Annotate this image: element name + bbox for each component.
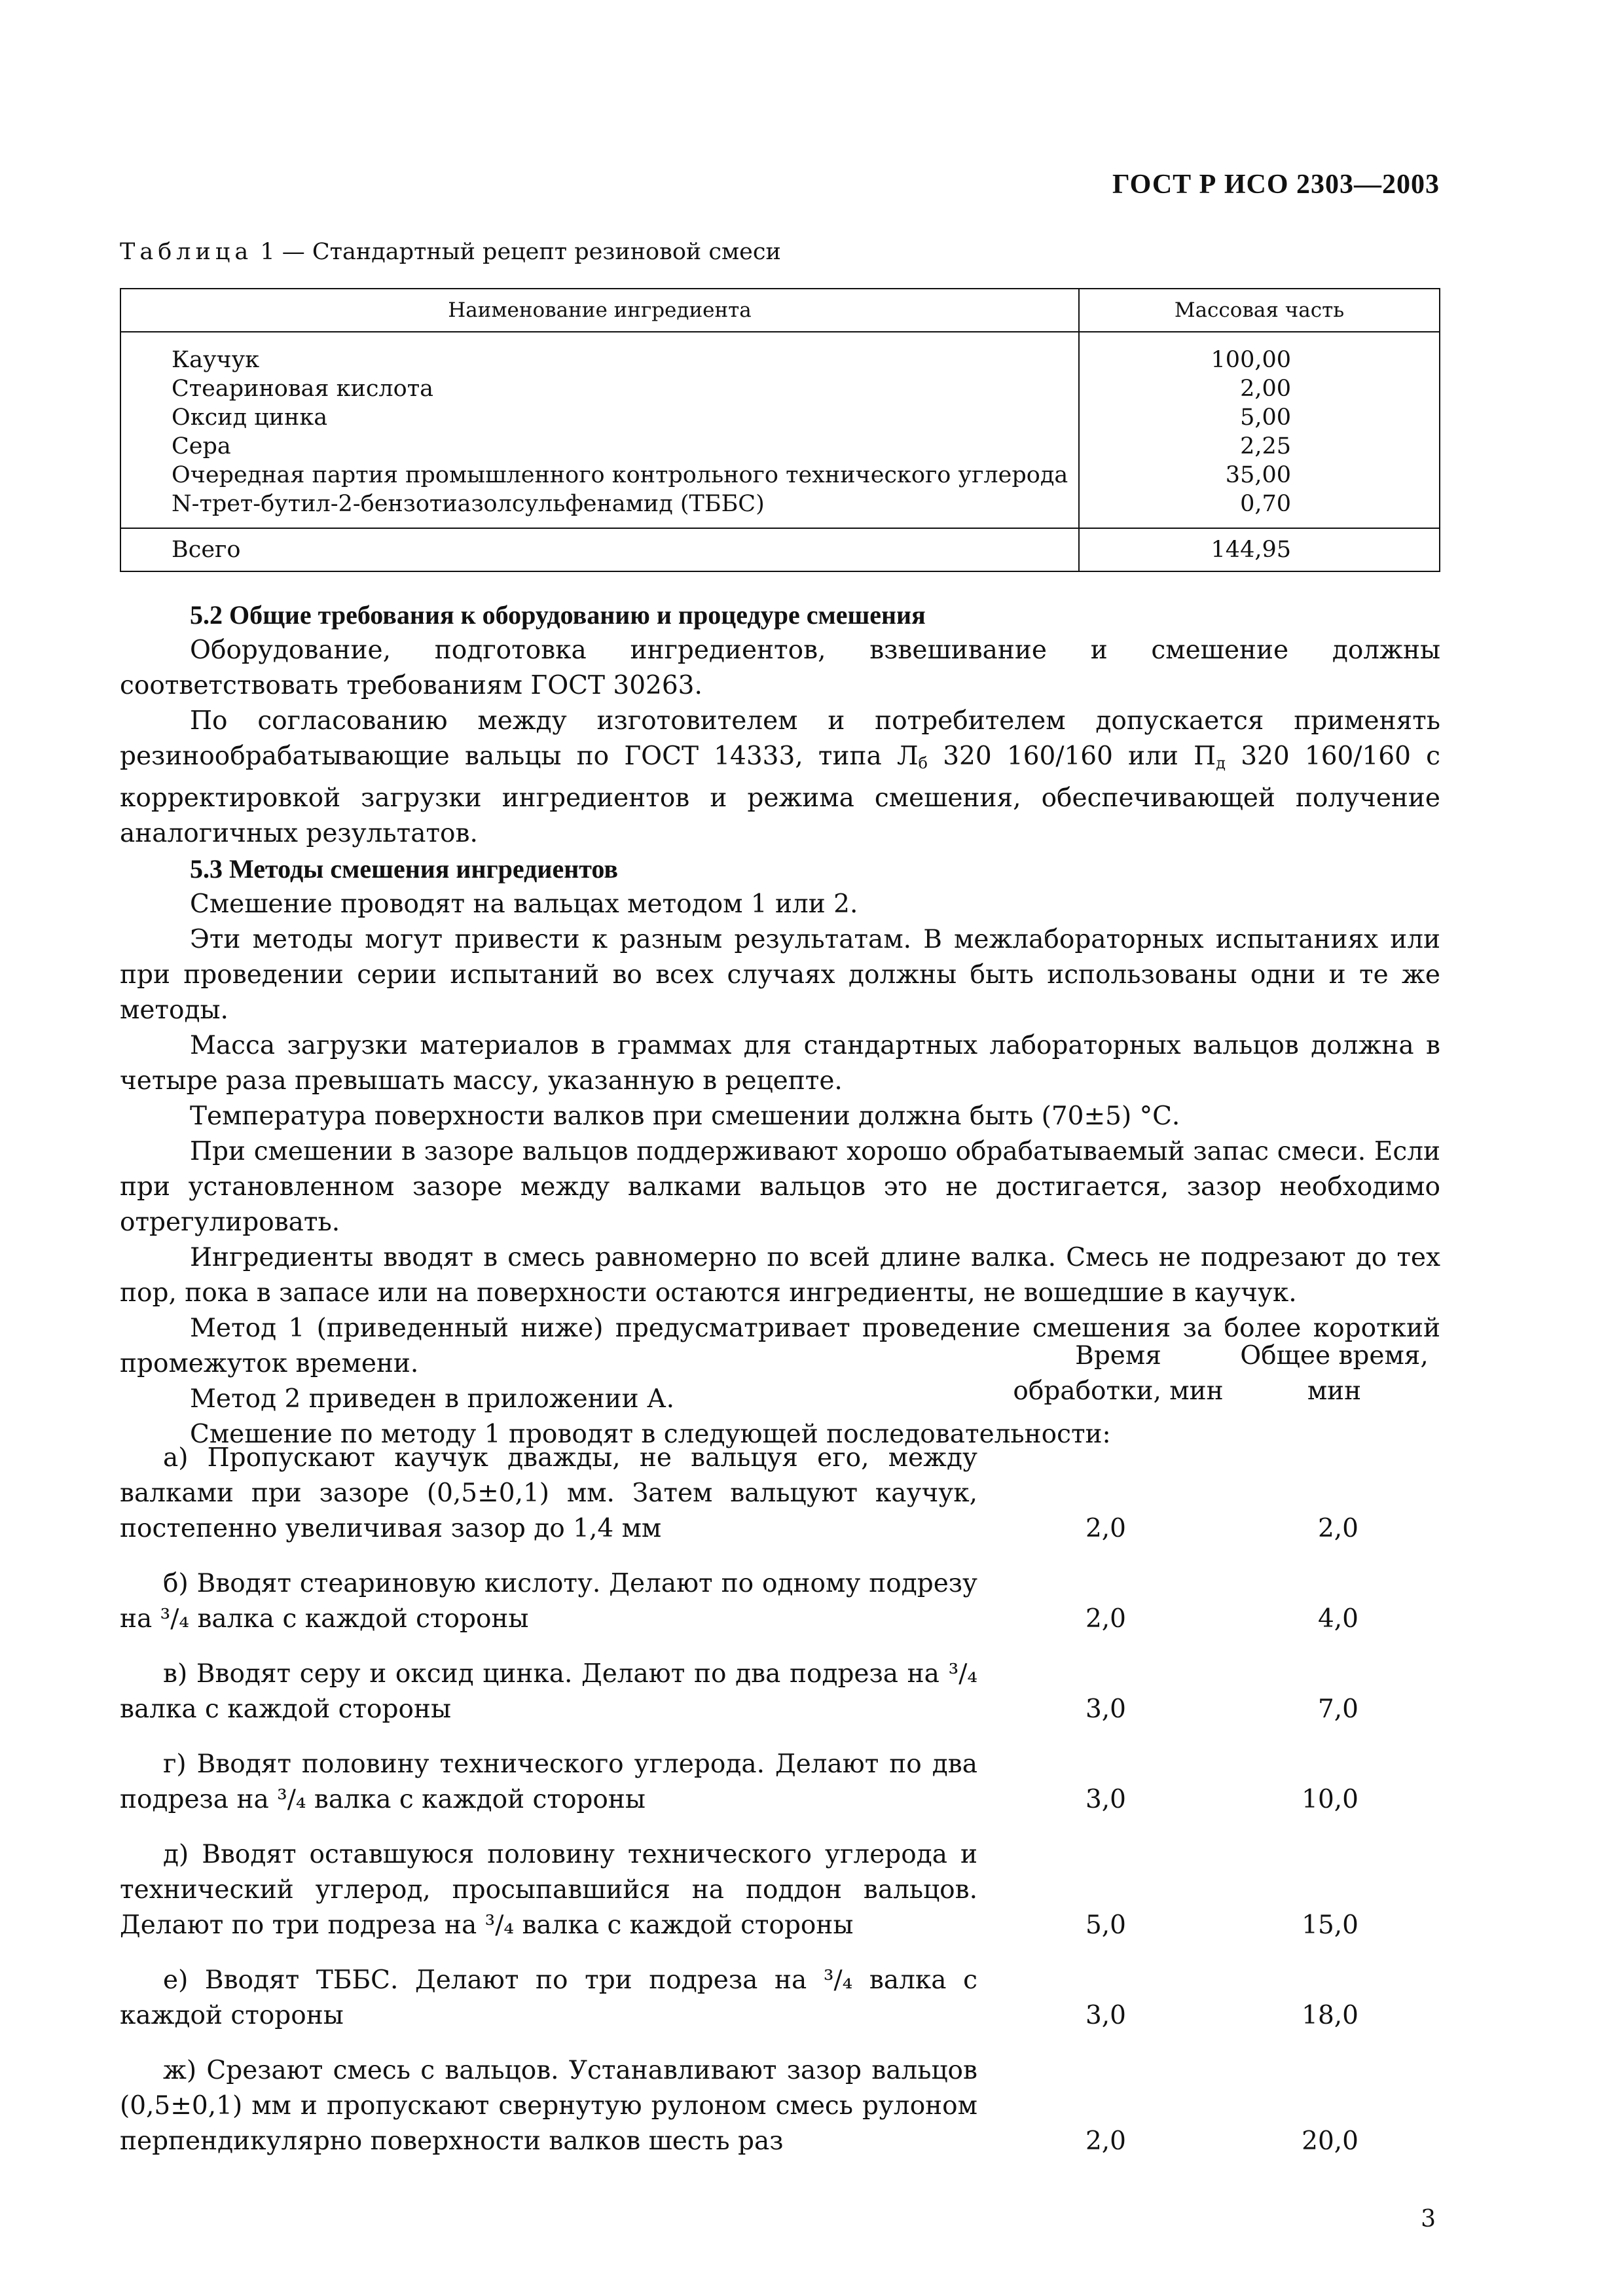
page-number: 3 [1421, 2206, 1436, 2233]
step-time: 2,0 [1085, 2126, 1126, 2156]
ingredient-value: 0,70 [1240, 491, 1291, 517]
mixing-step [120, 1837, 1440, 1943]
table-caption-text: 1 — Стандартный рецепт резиновой смеси [260, 239, 781, 265]
step-text: д) Вводят оставшуюся половину технического углерода и технический углерод, просыпавшийся на поддон вальцов. Делают по три подреза на ³/₄ валка с каждой стороны [120, 1840, 977, 1940]
body-text [120, 598, 1440, 1452]
section-5-3-title: 5.3 Методы смешения ингредиентов [190, 854, 618, 884]
paragraph: Температура поверхности валков при смешении должна быть (70±5) °С. [190, 1102, 1180, 1131]
ingredients-row [120, 332, 1440, 528]
paragraph: Смешение проводят на вальцах методом 1 или 2. [190, 889, 858, 919]
step-time: 3,0 [1085, 1695, 1126, 1724]
step-time: 3,0 [1085, 2001, 1126, 2030]
recipe-table [120, 288, 1440, 572]
ingredient-value: 2,25 [1240, 433, 1291, 459]
standard-header: ГОСТ Р ИСО 2303—2003 [1112, 170, 1440, 200]
paragraph: Эти методы могут привести к разным результатам. В межлабораторных испытаниях или при проведении серии испытаний во всех случаях должны быть использованы одни и те же методы. [120, 925, 1440, 1025]
ingredient-names-cell [120, 332, 1079, 528]
paragraph: Оборудование, подготовка ингредиентов, взвешивание и смешение должны соответствовать требованиям ГОСТ 30263. [120, 636, 1440, 700]
paragraph: Ингредиенты вводят в смесь равномерно по всей длине валка. Смесь не подрезают до тех пор, пока в запасе или на поверхности остаются ингредиенты, не вошедшие в каучук. [120, 1243, 1440, 1308]
mixing-step [120, 2053, 1440, 2159]
ingredient-name: Каучук [172, 347, 260, 373]
header-line: мин [1307, 1376, 1362, 1406]
step-text: е) Вводят ТББС. Делают по три подреза на ³/₄ валка с каждой стороны [120, 1965, 977, 2030]
subscript: б [918, 754, 928, 772]
table-caption [120, 239, 781, 265]
paragraph: Смешение по методу 1 проводят в следующей последовательности: [190, 1420, 1111, 1449]
step-time: 2,0 [1085, 1514, 1126, 1543]
mixing-step [120, 1657, 1440, 1727]
paragraph: Масса загрузки материалов в граммах для стандартных лабораторных вальцов должна в четыре раза превышать массу, указанную в рецепте. [120, 1031, 1440, 1096]
total-value: 144,95 [1079, 528, 1440, 571]
header-line: Общее время, [1240, 1341, 1429, 1371]
column-header-mass: Массовая часть [1079, 289, 1440, 332]
header-line: Время [1075, 1341, 1161, 1371]
section-5-2-title: 5.2 Общие требования к оборудованию и процедуре смешения [190, 600, 926, 630]
step-time: 5,0 [1085, 1910, 1126, 1940]
ingredient-value: 100,00 [1211, 347, 1291, 373]
step-total: 2,0 [1317, 1514, 1359, 1543]
ingredient-name: Стеариновая кислота [172, 376, 433, 402]
ingredient-value: 5,00 [1240, 404, 1291, 431]
ingredient-name: Очередная партия промышленного контрольного технического углерода [172, 462, 1068, 488]
mixing-step [120, 1441, 1440, 1547]
paragraph-part: 320 160/160 с корректировкой загрузки ингредиентов и режима смешения, обеспечивающей получение аналогичных результатов. [120, 742, 1440, 848]
total-row [120, 528, 1440, 571]
step-text: ж) Срезают смесь с вальцов. Устанавливают зазор вальцов (0,5±0,1) мм и пропускают свернутую рулоном смесь рулоном перпендикулярно поверхности валков шесть раз [120, 2056, 977, 2156]
subscript: д [1216, 754, 1226, 772]
mixing-step [120, 1963, 1440, 2034]
header-processing-time [1000, 1338, 1236, 1409]
paragraph-part: 320 160/160 или П [927, 742, 1216, 771]
table-caption-word: Таблица [120, 239, 253, 265]
step-total: 18,0 [1302, 2001, 1359, 2030]
paragraph: Метод 1 (приведенный ниже) предусматривает проведение смешения за более короткий промежуток времени. [120, 1314, 1440, 1378]
step-text: а) Пропускают каучук дважды, не вальцуя его, между валками при зазоре (0,5±0,1) мм. Затем вальцуют каучук, постепенно увеличивая зазор до 1,4 мм [120, 1443, 977, 1543]
mixing-steps [120, 1338, 1440, 2159]
step-total: 20,0 [1302, 2126, 1359, 2156]
ingredient-values-cell [1079, 332, 1440, 528]
step-total: 7,0 [1317, 1695, 1359, 1724]
step-time: 3,0 [1085, 1785, 1126, 1814]
header-line: обработки, мин [1013, 1376, 1224, 1406]
ingredient-name: Оксид цинка [172, 404, 328, 431]
steps-header [120, 1338, 1440, 1421]
table-header-row [120, 289, 1440, 332]
step-text: в) Вводят серу и оксид цинка. Делают по два подреза на ³/₄ валка с каждой стороны [120, 1659, 977, 1724]
total-label: Всего [120, 528, 1079, 571]
paragraph: Метод 2 приведен в приложении А. [190, 1384, 674, 1414]
paragraph-equipment-types [120, 704, 1440, 852]
header-total-time [1213, 1338, 1455, 1409]
paragraph-part: По согласованию между изготовителем и потребителем допускается применять резинообрабатывающие вальцы по ГОСТ 14333, типа Л [120, 706, 1440, 771]
mixing-step [120, 1747, 1440, 1818]
paragraph: При смешении в зазоре вальцов поддерживают хорошо обрабатываемый запас смеси. Если при установленном зазоре между валками вальцов это не достигается, зазор необходимо отрегулировать. [120, 1137, 1440, 1237]
ingredient-name: N-трет-бутил-2-бензотиазолсульфенамид (ТББС) [172, 491, 765, 517]
step-time: 2,0 [1085, 1604, 1126, 1634]
step-total: 15,0 [1302, 1910, 1359, 1940]
step-total: 4,0 [1317, 1604, 1359, 1634]
ingredient-name: Сера [172, 433, 231, 459]
ingredient-value: 2,00 [1240, 376, 1291, 402]
mixing-step [120, 1566, 1440, 1637]
step-total: 10,0 [1302, 1785, 1359, 1814]
step-text: б) Вводят стеариновую кислоту. Делают по одному подрезу на ³/₄ валка с каждой стороны [120, 1569, 977, 1634]
column-header-ingredient: Наименование ингредиента [120, 289, 1079, 332]
ingredient-value: 35,00 [1225, 462, 1291, 488]
step-text: г) Вводят половину технического углерода. Делают по два подреза на ³/₄ валка с каждой стороны [120, 1749, 977, 1814]
